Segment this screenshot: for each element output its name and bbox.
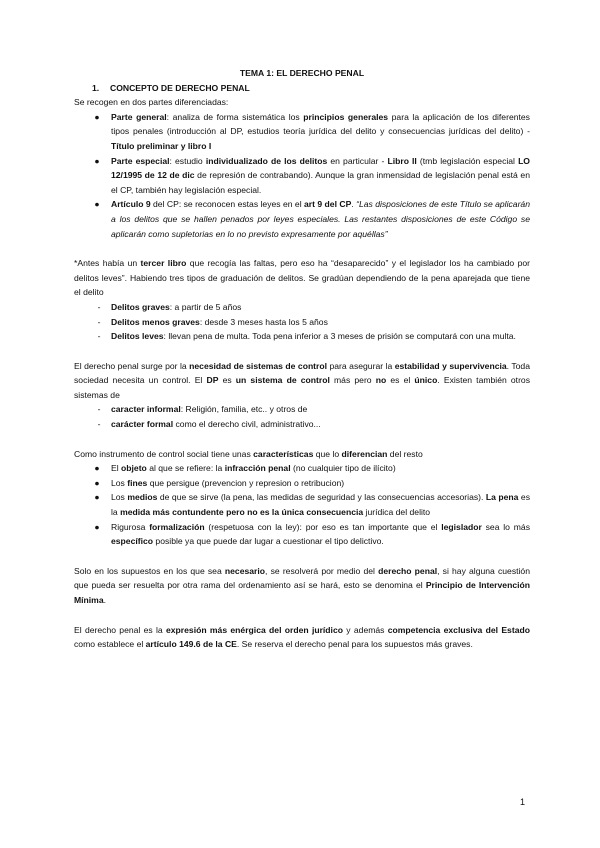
text-run: que persigue (prevencion y represion o retribucion)	[147, 477, 345, 488]
bullet-marker: ●	[94, 492, 100, 503]
text-run: El derecho penal surge por la	[74, 360, 190, 371]
text-run: al que se refiere: la	[146, 463, 225, 474]
bold-text: estabilidad y supervivencia	[394, 360, 507, 371]
text-run: en particular -	[327, 155, 388, 166]
delitos-dash-list	[74, 300, 530, 344]
list-item-text	[111, 156, 530, 195]
parts-bullet-list	[74, 110, 530, 241]
text-run: del resto	[387, 448, 423, 459]
list-item	[74, 315, 530, 330]
bold-text: legislador	[441, 521, 482, 532]
text-run: (respetuosa con la ley): por eso es tan importante que el	[204, 521, 442, 532]
document-page	[74, 66, 530, 652]
section-heading	[74, 81, 530, 96]
list-item	[74, 197, 530, 241]
bold-text: competencia exclusiva del Estado	[387, 624, 530, 635]
bullet-marker: ●	[94, 199, 100, 210]
bold-text: carácter formal	[111, 419, 174, 430]
text-run: como establece el	[74, 639, 146, 650]
bold-text: art 9 del CP	[304, 199, 352, 210]
bold-text: La pena	[485, 492, 519, 503]
text-run: : desde 3 meses hasta los 5 años	[199, 316, 328, 327]
list-item	[74, 329, 530, 344]
text-run: . Toda sociedad necesita un control. El	[74, 360, 530, 386]
text-run: del CP: se reconocen estas leyes en el	[150, 199, 305, 210]
bold-text: un sistema de control	[235, 375, 330, 386]
bold-text: formalización	[149, 521, 205, 532]
text-run: que recogía las faltas, pero eso ha “desaparecido” y el legislador los ha cambiado por delitos leves”. Habiendo tres tipos de graduación de delitos. Se gradúan dependiendo de la pena aparejada que tiene el delito	[74, 258, 530, 298]
bold-text: Título preliminar y libro I	[111, 140, 212, 151]
dash-marker: -	[97, 301, 101, 312]
bold-text: Parte general	[111, 111, 167, 122]
list-item-text	[111, 463, 396, 473]
text-run: : a partir de 5 años	[169, 301, 242, 312]
bold-text: medios	[127, 492, 158, 503]
bullet-marker: ●	[94, 477, 100, 488]
bold-text: único	[414, 375, 438, 386]
section-label: CONCEPTO DE DERECHO PENAL	[110, 82, 250, 93]
bold-text: diferencian	[341, 448, 388, 459]
bold-text: Principio de Intervención Mínima	[74, 580, 530, 605]
bold-text: objeto	[121, 463, 147, 474]
text-run: *Antes había un	[74, 258, 141, 269]
bold-text: artículo 149.6 de la CE	[145, 639, 237, 650]
bullet-marker: ●	[94, 463, 100, 474]
bold-text: necesario	[224, 565, 266, 576]
list-item-text	[111, 404, 307, 414]
bullet-marker: ●	[94, 111, 100, 122]
list-item	[74, 300, 530, 315]
caracteristicas-bullet-list	[74, 461, 530, 549]
text-run: : estudio	[169, 155, 206, 166]
list-item	[74, 154, 530, 198]
list-item	[74, 402, 530, 417]
caracteristicas-paragraph	[74, 447, 530, 462]
text-run: como el derecho civil, administrativo...	[173, 419, 321, 430]
list-item-text	[111, 331, 516, 341]
text-run: Rigurosa	[111, 521, 150, 532]
text-run: es la	[111, 492, 530, 518]
dash-marker: -	[97, 404, 101, 415]
text-run: .	[351, 199, 357, 210]
list-item-text	[111, 492, 530, 517]
bold-text: Libro II	[387, 155, 417, 166]
text-run: El derecho penal es la	[74, 624, 166, 635]
list-item-text	[111, 317, 328, 327]
bold-text: caracter informal	[111, 404, 181, 415]
text-run: sea lo más	[481, 521, 530, 532]
list-item	[74, 520, 530, 549]
list-item-text	[111, 302, 241, 312]
list-item	[74, 417, 530, 432]
sistemas-control-paragraph	[74, 359, 530, 403]
dash-marker: -	[97, 419, 101, 430]
intervencion-minima-paragraph	[74, 564, 530, 608]
bold-text: medida más contundente pero no es la única consecuencia	[120, 507, 364, 518]
bold-text: características	[253, 448, 314, 459]
control-types-dash-list	[74, 402, 530, 431]
text-run: : llevan pena de multa. Toda pena inferior a 3 meses de prisión se computará con una multa.	[163, 331, 516, 342]
text-run: (no cualquier tipo de ilícito)	[290, 463, 396, 474]
text-run: es el	[386, 375, 415, 386]
text-run: : Religión, familia, etc.. y otros de	[180, 404, 308, 415]
bold-text: Delitos graves	[111, 301, 170, 312]
text-run: Los	[111, 492, 128, 503]
bold-text: principios generales	[303, 111, 389, 122]
list-item-text	[111, 199, 530, 238]
text-run: , se resolverá por medio del	[265, 565, 379, 576]
bold-text: expresión más enérgica del orden jurídico	[166, 624, 343, 635]
text-run: para la aplicación de los diferentes tipos penales (introducción al DP, estudios teoría jurídica del delito y consecuencias jurídicas del delito) -	[111, 111, 530, 137]
bold-text: fines	[127, 477, 148, 488]
bold-text: Delitos menos graves	[111, 316, 200, 327]
text-run: de represión de contrabando). Aunque la gran inmensidad de legislación penal está en el CP, también hay legislación especial.	[111, 170, 530, 195]
intro-paragraph: Se recogen en dos partes diferenciadas:	[74, 97, 229, 108]
bullet-marker: ●	[94, 155, 100, 166]
dash-marker: -	[97, 316, 101, 327]
text-run: posible ya que puede dar lugar a cuestionar el tipo delictivo.	[153, 536, 384, 547]
list-item	[74, 110, 530, 154]
text-run: .	[103, 595, 106, 605]
text-run: jurídica del delito	[363, 507, 431, 518]
bold-text: DP	[206, 375, 219, 386]
bold-text: Parte especial	[111, 155, 170, 166]
text-run: (tmb legislación especial	[416, 155, 519, 166]
text-run: . Existen también otros sistemas de	[74, 375, 531, 400]
bold-text: necesidad de sistemas de control	[189, 360, 328, 371]
bold-text: derecho penal	[378, 565, 438, 576]
list-item-text	[111, 522, 530, 547]
bold-text: infracción penal	[224, 463, 291, 474]
text-run: y además	[342, 624, 388, 635]
list-item-text	[111, 419, 321, 429]
list-item	[74, 490, 530, 519]
tercer-libro-paragraph	[74, 256, 530, 300]
bold-text: tercer libro	[140, 258, 187, 269]
list-item-text	[111, 112, 530, 151]
text-run: Los	[111, 477, 128, 488]
section-number: 1.	[92, 82, 100, 93]
list-item	[74, 476, 530, 491]
bullet-marker: ●	[94, 521, 100, 532]
expresion-energica-paragraph	[74, 623, 530, 652]
document-title: TEMA 1: EL DERECHO PENAL	[239, 68, 365, 78]
bold-text: específico	[111, 536, 154, 547]
bold-text: LO 12/1995 de 12 de dic	[111, 155, 530, 181]
italic-quote: “Las disposiciones de este Título se aplicarán a los delitos que se hallen penados por leyes especiales. Las restantes disposiciones de este Código se aplicarán como supletorias en lo no previsto expresamente por aquéllas”	[111, 199, 530, 239]
text-run: Como instrumento de control social tiene unas	[74, 448, 254, 459]
text-run: es	[218, 375, 236, 386]
text-run: para asegurar la	[327, 360, 395, 371]
text-run: más pero	[329, 375, 376, 386]
bold-text: Artículo 9	[111, 199, 151, 210]
bold-text: individualizado de los delitos	[205, 155, 328, 166]
text-run: . Se reserva el derecho penal para los supuestos más graves.	[236, 639, 473, 650]
text-run: El	[111, 463, 122, 474]
page-number: 1	[520, 797, 526, 807]
text-run: de que se sirve (la pena, las medidas de seguridad y las consecuencias accesorias).	[157, 492, 486, 503]
list-item-text	[111, 478, 344, 488]
text-run: : analiza de forma sistemática los	[166, 111, 304, 122]
bold-text: Delitos leves	[111, 331, 164, 342]
list-item	[74, 461, 530, 476]
bold-text: no	[375, 375, 387, 386]
text-run: , si hay alguna cuestión que pueda ser resuelta por otra rama del ordenamiento así se hará, esto se denomina el	[74, 565, 530, 591]
dash-marker: -	[97, 331, 101, 342]
text-run: Solo en los supuestos en los que sea	[74, 565, 225, 576]
text-run: que lo	[313, 448, 342, 459]
